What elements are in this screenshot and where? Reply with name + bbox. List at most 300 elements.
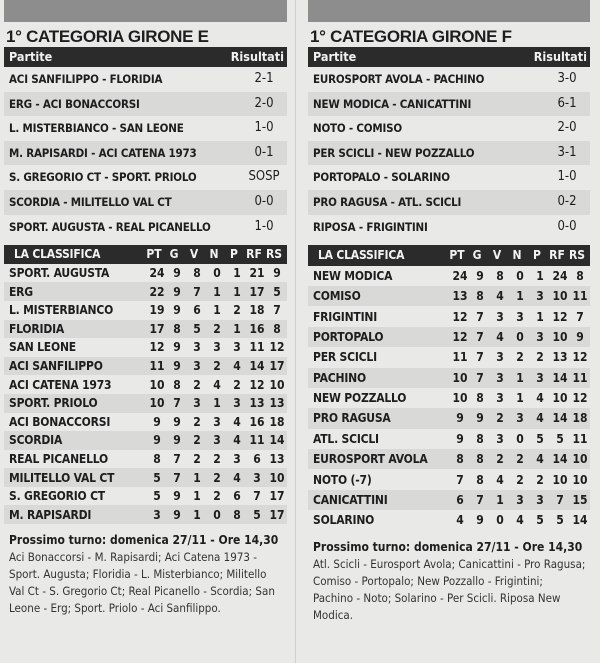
stat-cell: 11 bbox=[572, 431, 588, 446]
header-bar bbox=[308, 0, 590, 22]
team-name: EUROSPORT AVOLA bbox=[313, 452, 428, 467]
stat-cell: 0 bbox=[516, 431, 524, 446]
column-header: G bbox=[472, 248, 482, 263]
team-name: FRIGINTINI bbox=[313, 309, 378, 324]
stat-cell: 7 bbox=[476, 309, 484, 324]
risultati-label: Risultati bbox=[230, 49, 284, 64]
stat-cell: 1 bbox=[233, 266, 241, 281]
standings-row bbox=[308, 429, 590, 449]
girone-e-title: 1° CATEGORIA GIRONE E bbox=[6, 27, 209, 46]
stat-cell: 5 bbox=[536, 513, 544, 528]
match-row bbox=[4, 92, 287, 117]
stat-cell: 9 bbox=[456, 411, 464, 426]
standings-row bbox=[4, 338, 287, 357]
stat-cell: 9 bbox=[173, 340, 181, 355]
stat-cell: 7 bbox=[476, 350, 484, 365]
stat-cell: 3 bbox=[536, 370, 544, 385]
standings-row bbox=[308, 510, 590, 530]
stat-cell: 10 bbox=[552, 472, 568, 487]
stat-cell: 14 bbox=[552, 411, 568, 426]
stat-cell: 3 bbox=[233, 340, 241, 355]
stat-cell: 4 bbox=[536, 452, 544, 467]
stat-cell: 3 bbox=[516, 493, 524, 508]
standings-row bbox=[4, 264, 287, 283]
stat-cell: 3 bbox=[213, 414, 221, 429]
stat-cell: 3 bbox=[536, 289, 544, 304]
match-row bbox=[308, 67, 590, 92]
match-result: 0-1 bbox=[254, 144, 274, 160]
stat-cell: 9 bbox=[456, 431, 464, 446]
stat-cell: 10 bbox=[552, 329, 568, 344]
match-teams: EUROSPORT AVOLA - PACHINO bbox=[313, 72, 485, 86]
header-bar bbox=[4, 0, 287, 22]
match-result: 2-1 bbox=[254, 71, 274, 86]
stat-cell: 0 bbox=[516, 268, 524, 283]
team-name: PACHINO bbox=[313, 370, 366, 385]
standings-row bbox=[308, 306, 590, 326]
stat-cell: 6 bbox=[456, 493, 464, 508]
stat-cell: 7 bbox=[193, 284, 201, 299]
stat-cell: 2 bbox=[193, 433, 201, 448]
match-teams: NOTO - COMISO bbox=[313, 121, 402, 136]
stat-cell: 3 bbox=[233, 451, 241, 466]
stat-cell: 8 bbox=[153, 451, 161, 466]
stat-cell: 6 bbox=[193, 303, 201, 318]
column-header: P bbox=[533, 248, 541, 263]
column-header: V bbox=[189, 247, 199, 262]
column-header: RS bbox=[568, 248, 586, 263]
stat-cell: 2 bbox=[536, 472, 544, 487]
team-name: SAN LEONE bbox=[9, 340, 76, 355]
match-result: 3-1 bbox=[557, 144, 577, 160]
team-name: MILITELLO VAL CT bbox=[9, 470, 115, 485]
match-row bbox=[4, 215, 287, 240]
match-teams: PORTOPALO - SOLARINO bbox=[313, 170, 450, 185]
match-row bbox=[308, 190, 590, 215]
stat-cell: 3 bbox=[496, 431, 504, 446]
stat-cell: 11 bbox=[572, 370, 588, 385]
stat-cell: 2 bbox=[233, 303, 241, 318]
standings-row bbox=[4, 301, 287, 320]
stat-cell: 1 bbox=[233, 321, 241, 336]
stat-cell: 9 bbox=[476, 411, 484, 426]
next-round-title: Prossimo turno: domenica 27/11 - Ore 14,30 bbox=[9, 533, 279, 548]
stat-cell: 3 bbox=[253, 470, 261, 485]
stat-cell: 12 bbox=[269, 340, 285, 355]
match-row bbox=[308, 116, 590, 141]
stat-cell: 8 bbox=[233, 507, 241, 522]
stat-cell: 7 bbox=[576, 309, 584, 324]
stat-cell: 24 bbox=[552, 268, 568, 283]
stat-cell: 2 bbox=[193, 377, 201, 392]
standings-row bbox=[4, 375, 287, 394]
stat-cell: 8 bbox=[193, 266, 201, 281]
match-row bbox=[4, 141, 287, 166]
match-result: 3-0 bbox=[557, 71, 577, 86]
team-name: COMISO bbox=[313, 289, 361, 304]
standings-header bbox=[308, 245, 590, 265]
stat-cell: 9 bbox=[273, 266, 281, 281]
stat-cell: 13 bbox=[552, 350, 568, 365]
stat-cell: 3 bbox=[536, 493, 544, 508]
standings-row bbox=[308, 327, 590, 347]
match-teams: S. GREGORIO CT - SPORT. PRIOLO bbox=[9, 170, 197, 185]
stat-cell: 14 bbox=[552, 370, 568, 385]
stat-cell: 5 bbox=[556, 431, 564, 446]
match-teams: RIPOSA - FRIGINTINI bbox=[313, 219, 428, 234]
match-result: 0-0 bbox=[557, 218, 577, 234]
stat-cell: 10 bbox=[149, 377, 165, 392]
stat-cell: 9 bbox=[153, 433, 161, 448]
stat-cell: 7 bbox=[476, 329, 484, 344]
stat-cell: 17 bbox=[149, 321, 165, 336]
stat-cell: 4 bbox=[536, 411, 544, 426]
stat-cell: 18 bbox=[572, 411, 588, 426]
standings-title: LA CLASSIFICA bbox=[14, 247, 101, 262]
next-round bbox=[308, 539, 590, 624]
stat-cell: 11 bbox=[452, 350, 468, 365]
stat-cell: 3 bbox=[536, 329, 544, 344]
stat-cell: 2 bbox=[193, 451, 201, 466]
standings-row bbox=[4, 413, 287, 432]
team-name: M. RAPISARDI bbox=[9, 507, 92, 522]
stat-cell: 14 bbox=[249, 359, 265, 374]
stat-cell: 1 bbox=[536, 309, 544, 324]
stat-cell: 8 bbox=[273, 321, 281, 336]
stat-cell: 13 bbox=[452, 289, 468, 304]
stat-cell: 4 bbox=[213, 377, 221, 392]
standings-title: LA CLASSIFICA bbox=[318, 248, 405, 263]
girone-f-section bbox=[308, 0, 590, 624]
stat-cell: 9 bbox=[153, 414, 161, 429]
match-teams: SPORT. AUGUSTA - REAL PICANELLO bbox=[9, 219, 211, 234]
stat-cell: 10 bbox=[269, 377, 285, 392]
column-divider bbox=[295, 0, 296, 663]
stat-cell: 9 bbox=[173, 414, 181, 429]
standings-row bbox=[4, 394, 287, 413]
stat-cell: 14 bbox=[269, 433, 285, 448]
team-name: ACI CATENA 1973 bbox=[9, 377, 112, 392]
stat-cell: 1 bbox=[233, 284, 241, 299]
stat-cell: 21 bbox=[249, 266, 265, 281]
standings-row bbox=[308, 490, 590, 510]
standings-row bbox=[308, 388, 590, 408]
stat-cell: 10 bbox=[452, 391, 468, 406]
stat-cell: 7 bbox=[556, 493, 564, 508]
standings-row bbox=[308, 286, 590, 306]
stat-cell: 14 bbox=[572, 513, 588, 528]
stat-cell: 11 bbox=[149, 359, 165, 374]
stat-cell: 9 bbox=[576, 329, 584, 344]
match-result: 6-1 bbox=[557, 95, 577, 111]
stat-cell: 2 bbox=[516, 452, 524, 467]
stat-cell: 3 bbox=[516, 411, 524, 426]
stat-cell: 0 bbox=[516, 329, 524, 344]
match-row bbox=[4, 116, 287, 141]
team-name: ACI SANFILIPPO bbox=[9, 359, 103, 374]
match-teams: PER SCICLI - NEW POZZALLO bbox=[313, 145, 475, 160]
stat-cell: 15 bbox=[572, 493, 588, 508]
stat-cell: 13 bbox=[269, 396, 285, 411]
stat-cell: 10 bbox=[572, 452, 588, 467]
match-result: 2-0 bbox=[557, 120, 577, 136]
column-header: RS bbox=[265, 247, 283, 262]
match-result: SOSP bbox=[248, 169, 280, 185]
stat-cell: 4 bbox=[233, 433, 241, 448]
stat-cell: 4 bbox=[456, 513, 464, 528]
stat-cell: 5 bbox=[153, 470, 161, 485]
team-name: FLORIDIA bbox=[9, 321, 65, 336]
stat-cell: 8 bbox=[456, 452, 464, 467]
match-result: 2-0 bbox=[254, 95, 274, 111]
stat-cell: 1 bbox=[193, 470, 201, 485]
stat-cell: 10 bbox=[269, 470, 285, 485]
stat-cell: 11 bbox=[249, 433, 265, 448]
stat-cell: 0 bbox=[496, 513, 504, 528]
stat-cell: 10 bbox=[149, 396, 165, 411]
stat-cell: 8 bbox=[173, 377, 181, 392]
stat-cell: 1 bbox=[213, 303, 221, 318]
stat-cell: 9 bbox=[173, 284, 181, 299]
team-name: ERG bbox=[9, 284, 33, 299]
stat-cell: 19 bbox=[149, 303, 165, 318]
stat-cell: 3 bbox=[193, 340, 201, 355]
stat-cell: 4 bbox=[233, 359, 241, 374]
stat-cell: 8 bbox=[496, 268, 504, 283]
standings-row bbox=[4, 320, 287, 339]
stat-cell: 7 bbox=[173, 451, 181, 466]
column-header: RF bbox=[246, 247, 262, 262]
standings-row bbox=[4, 505, 287, 524]
stat-cell: 11 bbox=[249, 340, 265, 355]
stat-cell: 6 bbox=[233, 489, 241, 504]
stat-cell: 2 bbox=[193, 414, 201, 429]
stat-cell: 2 bbox=[536, 350, 544, 365]
match-teams: PRO RAGUSA - ATL. SCICLI bbox=[313, 194, 462, 209]
standings-row bbox=[4, 487, 287, 506]
team-name: NEW POZZALLO bbox=[313, 391, 407, 406]
stat-cell: 3 bbox=[233, 396, 241, 411]
stat-cell: 13 bbox=[249, 396, 265, 411]
match-teams: NEW MODICA - CANICATTINI bbox=[313, 96, 472, 111]
column-header: PT bbox=[146, 247, 162, 262]
column-header: RF bbox=[549, 248, 565, 263]
standings-row bbox=[308, 347, 590, 367]
stat-cell: 3 bbox=[496, 391, 504, 406]
stat-cell: 2 bbox=[213, 321, 221, 336]
stat-cell: 13 bbox=[269, 451, 285, 466]
stat-cell: 2 bbox=[233, 377, 241, 392]
stat-cell: 5 bbox=[556, 513, 564, 528]
stat-cell: 24 bbox=[452, 268, 468, 283]
column-header: P bbox=[230, 247, 238, 262]
stat-cell: 9 bbox=[173, 266, 181, 281]
stat-cell: 8 bbox=[476, 472, 484, 487]
stat-cell: 14 bbox=[552, 452, 568, 467]
stat-cell: 18 bbox=[249, 303, 265, 318]
match-teams: L. MISTERBIANCO - SAN LEONE bbox=[9, 121, 184, 136]
match-result: 1-0 bbox=[557, 169, 577, 185]
stat-cell: 3 bbox=[496, 350, 504, 365]
stat-cell: 7 bbox=[273, 303, 281, 318]
stat-cell: 12 bbox=[452, 329, 468, 344]
stat-cell: 3 bbox=[193, 396, 201, 411]
stat-cell: 1 bbox=[516, 289, 524, 304]
stat-cell: 17 bbox=[269, 359, 285, 374]
stat-cell: 3 bbox=[213, 433, 221, 448]
stat-cell: 2 bbox=[213, 489, 221, 504]
column-header: N bbox=[512, 248, 522, 263]
stat-cell: 1 bbox=[213, 396, 221, 411]
stat-cell: 9 bbox=[173, 489, 181, 504]
results-list bbox=[4, 67, 287, 239]
match-row bbox=[308, 165, 590, 190]
match-result: 1-0 bbox=[254, 120, 274, 136]
stat-cell: 3 bbox=[213, 340, 221, 355]
stat-cell: 2 bbox=[516, 350, 524, 365]
standings-row bbox=[308, 469, 590, 489]
stat-cell: 7 bbox=[253, 489, 261, 504]
stat-cell: 8 bbox=[476, 452, 484, 467]
stat-cell: 3 bbox=[153, 507, 161, 522]
column-header: V bbox=[492, 248, 502, 263]
match-row bbox=[4, 67, 287, 92]
stat-cell: 8 bbox=[476, 431, 484, 446]
stat-cell: 4 bbox=[536, 391, 544, 406]
standings-row bbox=[4, 282, 287, 301]
stat-cell: 3 bbox=[193, 359, 201, 374]
stat-cell: 10 bbox=[552, 391, 568, 406]
team-name: ATL. SCICLI bbox=[313, 431, 379, 446]
stat-cell: 7 bbox=[456, 472, 464, 487]
match-result: 1-0 bbox=[254, 218, 274, 234]
team-name: S. GREGORIO CT bbox=[9, 489, 105, 504]
partite-label: Partite bbox=[9, 49, 53, 64]
team-name: SPORT. PRIOLO bbox=[9, 396, 98, 411]
column-header: N bbox=[209, 247, 219, 262]
stat-cell: 9 bbox=[173, 433, 181, 448]
stat-cell: 9 bbox=[476, 268, 484, 283]
stat-cell: 8 bbox=[173, 321, 181, 336]
stat-cell: 2 bbox=[496, 452, 504, 467]
stat-cell: 4 bbox=[516, 513, 524, 528]
stat-cell: 7 bbox=[173, 396, 181, 411]
results-header bbox=[4, 47, 287, 67]
stat-cell: 3 bbox=[516, 309, 524, 324]
stat-cell: 4 bbox=[233, 414, 241, 429]
stat-cell: 7 bbox=[476, 370, 484, 385]
risultati-label: Risultati bbox=[533, 49, 587, 64]
stat-cell: 4 bbox=[233, 470, 241, 485]
stat-cell: 8 bbox=[576, 268, 584, 283]
standings-row bbox=[4, 450, 287, 469]
next-round-fixtures: Atl. Scicli - Eurosport Avola; Canicattini - Pro Ragusa; Comiso - Portopalo; New Pozzallo - Frigintini; Pachino - Noto; Solarino - Per Scicli. Riposa New Modica. bbox=[313, 556, 586, 622]
match-row bbox=[308, 141, 590, 166]
column-header: G bbox=[169, 247, 179, 262]
stat-cell: 5 bbox=[193, 321, 201, 336]
stat-cell: 2 bbox=[213, 451, 221, 466]
standings-row bbox=[308, 449, 590, 469]
results-header bbox=[308, 47, 590, 67]
stat-cell: 12 bbox=[249, 377, 265, 392]
stat-cell: 17 bbox=[269, 507, 285, 522]
stat-cell: 5 bbox=[253, 507, 261, 522]
match-row bbox=[308, 215, 590, 240]
match-teams: ERG - ACI BONACCORSI bbox=[9, 96, 140, 111]
stat-cell: 9 bbox=[173, 359, 181, 374]
stat-cell: 3 bbox=[496, 370, 504, 385]
stat-cell: 1 bbox=[536, 268, 544, 283]
stat-cell: 6 bbox=[253, 451, 261, 466]
next-round-title: Prossimo turno: domenica 27/11 - Ore 14,30 bbox=[313, 539, 583, 554]
stat-cell: 16 bbox=[249, 321, 265, 336]
standings-row bbox=[308, 368, 590, 388]
team-name: PRO RAGUSA bbox=[313, 411, 391, 426]
column-header: PT bbox=[449, 248, 465, 263]
stat-cell: 12 bbox=[572, 391, 588, 406]
stat-cell: 1 bbox=[193, 489, 201, 504]
stat-cell: 5 bbox=[536, 431, 544, 446]
girone-f-title: 1° CATEGORIA GIRONE F bbox=[310, 27, 512, 46]
team-name: SOLARINO bbox=[313, 513, 375, 528]
team-name: ACI BONACCORSI bbox=[9, 414, 111, 429]
stat-cell: 1 bbox=[193, 507, 201, 522]
team-name: SPORT. AUGUSTA bbox=[9, 266, 110, 281]
stat-cell: 2 bbox=[213, 359, 221, 374]
team-name: SCORDIA bbox=[9, 433, 63, 448]
stat-cell: 0 bbox=[213, 507, 221, 522]
stat-cell: 8 bbox=[476, 289, 484, 304]
stat-cell: 7 bbox=[476, 493, 484, 508]
stat-cell: 1 bbox=[516, 370, 524, 385]
match-result: 0-0 bbox=[254, 193, 274, 209]
match-result: 0-2 bbox=[557, 193, 577, 209]
girone-e-section bbox=[4, 0, 287, 617]
stat-cell: 2 bbox=[213, 470, 221, 485]
stat-cell: 12 bbox=[552, 309, 568, 324]
stat-cell: 12 bbox=[452, 309, 468, 324]
stat-cell: 1 bbox=[496, 493, 504, 508]
match-row bbox=[4, 190, 287, 215]
stat-cell: 18 bbox=[269, 414, 285, 429]
standings-row bbox=[308, 266, 590, 286]
partite-label: Partite bbox=[313, 49, 357, 64]
team-name: PORTOPALO bbox=[313, 329, 384, 344]
stat-cell: 9 bbox=[173, 507, 181, 522]
stat-cell: 11 bbox=[572, 289, 588, 304]
match-teams: ACI SANFILIPPO - FLORIDIA bbox=[9, 72, 163, 86]
team-name: CANICATTINI bbox=[313, 493, 388, 508]
results-list bbox=[308, 67, 590, 239]
stat-cell: 7 bbox=[173, 470, 181, 485]
standings-row bbox=[4, 357, 287, 376]
team-name: NOTO (-7) bbox=[313, 472, 372, 487]
standings-row bbox=[4, 468, 287, 487]
stat-cell: 24 bbox=[149, 266, 165, 281]
stat-cell: 5 bbox=[153, 489, 161, 504]
stat-cell: 9 bbox=[173, 303, 181, 318]
team-name: PER SCICLI bbox=[313, 350, 377, 365]
next-round-fixtures: Aci Bonaccorsi - M. Rapisardi; Aci Catena 1973 - Sport. Augusta; Floridia - L. Misterbianco; Militello Val Ct - S. Gregorio Ct; Real Picanello - Scordia; San Leone - Erg; Sport. Priolo - Aci Sanfilippo. bbox=[9, 550, 275, 616]
stat-cell: 0 bbox=[213, 266, 221, 281]
match-row bbox=[308, 92, 590, 117]
match-teams: SCORDIA - MILITELLO VAL CT bbox=[9, 194, 172, 209]
standings-row bbox=[4, 431, 287, 450]
stat-cell: 4 bbox=[496, 472, 504, 487]
stat-cell: 4 bbox=[496, 329, 504, 344]
next-round bbox=[4, 532, 287, 617]
stat-cell: 2 bbox=[496, 411, 504, 426]
